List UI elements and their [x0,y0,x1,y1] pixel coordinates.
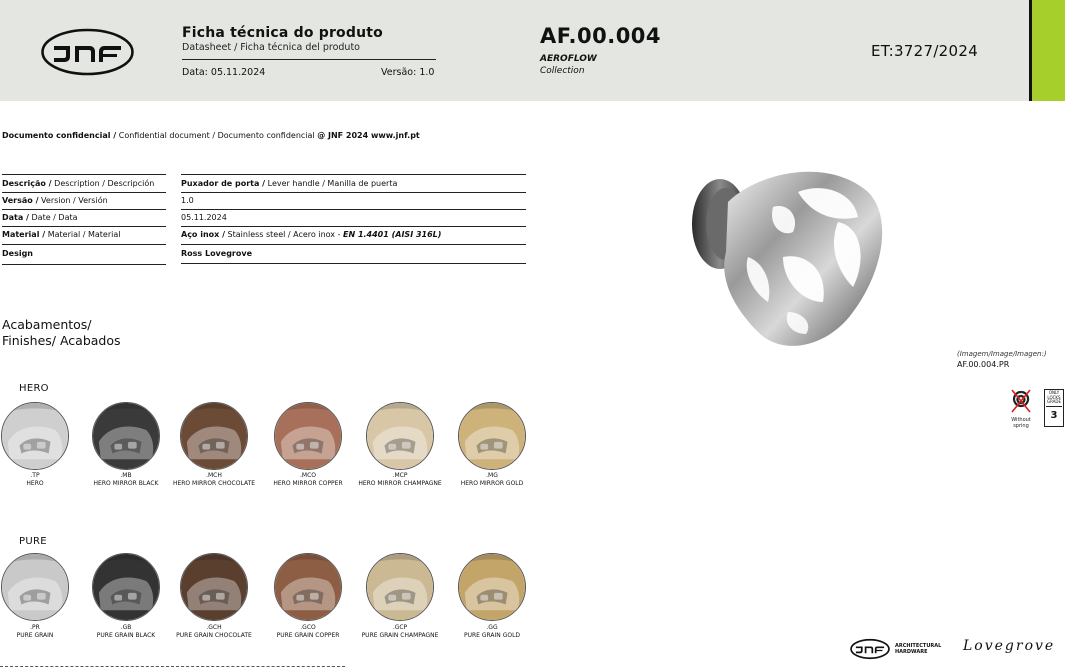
locks-grade-divider [1046,406,1062,407]
spec-label: Material / Material / Material [2,230,121,239]
finish-code: .TP [30,472,40,479]
finish-swatch [180,553,248,621]
no-spring-label: Without spring [1011,417,1031,429]
finish-name: PURE GRAIN COPPER [276,632,340,639]
finish-code: .MCO [300,472,316,479]
finish-code: .PR [30,624,40,631]
finish-code: .GCO [300,624,316,631]
spec-label: Versão / Version / Versión [2,196,108,205]
finish-label [437,472,547,488]
finish-swatch [274,553,342,621]
spec-label: Descrição / Description / Descripción [2,179,155,188]
footer-arch-line2: HARDWARE [895,649,928,655]
finishes-title [2,317,121,349]
footer-arch-text [895,643,941,655]
finish-swatch [274,402,342,470]
finishes-title-line1: Acabamentos/ [2,317,92,332]
confidential-text: Confidential document / Documento confidencial [116,131,318,140]
finish-name: PURE GRAIN BLACK [96,632,156,639]
product-code: AF.00.004 [540,24,662,48]
header-date: Data: 05.11.2024 [182,67,266,78]
finish-code: .GCH [206,624,222,631]
finish-name: PURE GRAIN GOLD [463,632,521,639]
jnf-logo [40,27,135,77]
cut-line [0,666,345,667]
finish-name: PURE GRAIN CHOCOLATE [176,632,252,639]
finish-code: .MB [120,472,132,479]
finish-swatch [1,553,69,621]
finishes-title-line2: Finishes/ Acabados [2,333,121,348]
spec-value: 05.11.2024 [181,213,227,222]
no-spring-icon [1010,388,1032,414]
finish-name: HERO [26,480,44,487]
product-image [688,162,888,357]
locks-grade-number: 3 [1050,410,1058,421]
finish-name: HERO MIRROR CHOCOLATE [172,480,256,487]
finish-label [437,624,547,640]
confidential-notice [2,131,420,140]
locks-grade-badge [1044,389,1064,427]
group-title-hero: HERO [19,383,49,394]
collection-name: AEROFLOW [540,54,597,64]
spec-rule [2,264,166,265]
image-caption [957,350,1047,369]
finish-code: .GB [120,624,132,631]
collection-label: Collection [540,66,585,76]
finish-swatch [92,402,160,470]
finish-swatch [1,402,69,470]
group-title-pure: PURE [19,536,47,547]
footer-jnf-logo [850,638,890,660]
finish-name: HERO MIRROR GOLD [460,480,524,487]
finish-code: .MCH [206,472,222,479]
spec-value: 1.0 [181,196,194,205]
accent-bar [1032,0,1065,101]
footer-arch-line1: ARCHITECTURAL [895,643,942,649]
finish-swatch [458,402,526,470]
finish-name: PURE GRAIN CHAMPAGNE [361,632,439,639]
locks-grade-text: ONLY LOCKS GRADE [1046,390,1062,404]
image-caption-label: (Imagem/Image/Imagen:) [957,350,1047,358]
finish-swatch [92,553,160,621]
finish-code: .GCP [392,624,408,631]
spec-label: Data / Date / Data [2,213,78,222]
finish-name: PURE GRAIN [16,632,54,639]
finish-code: .MCP [392,472,408,479]
finish-swatch [366,402,434,470]
finish-swatch [458,553,526,621]
finish-code: .MG [486,472,498,479]
image-caption-ref: AF.00.004.PR [957,360,1010,369]
spec-value: Puxador de porta / Lever handle / Manilla de puerta [181,179,398,188]
finish-swatch [366,553,434,621]
finish-name: HERO MIRROR BLACK [93,480,159,487]
document-title: Ficha técnica do produto [182,25,383,41]
header-divider [182,59,436,60]
confidential-site: @ JNF 2024 www.jnf.pt [317,131,420,140]
et-number: ET:3727/2024 [871,42,979,60]
finish-swatch [180,402,248,470]
finish-name: HERO MIRROR CHAMPAGNE [358,480,442,487]
finish-name: HERO MIRROR COPPER [273,480,343,487]
confidential-bold: Documento confidencial / [2,131,117,140]
header-version: Versão: 1.0 [381,67,435,78]
designer-signature: Lovegrove [963,638,1056,654]
spec-value: Ross Lovegrove [181,249,253,258]
spec-rule [181,263,526,264]
document-subtitle: Datasheet / Ficha técnica del produto [182,42,360,53]
spec-value: Aço inox / Stainless steel / Acero inox - EN 1.4401 (AISI 316L) [181,230,442,239]
finish-code: .GG [486,624,498,631]
spec-label: Design [2,249,33,258]
